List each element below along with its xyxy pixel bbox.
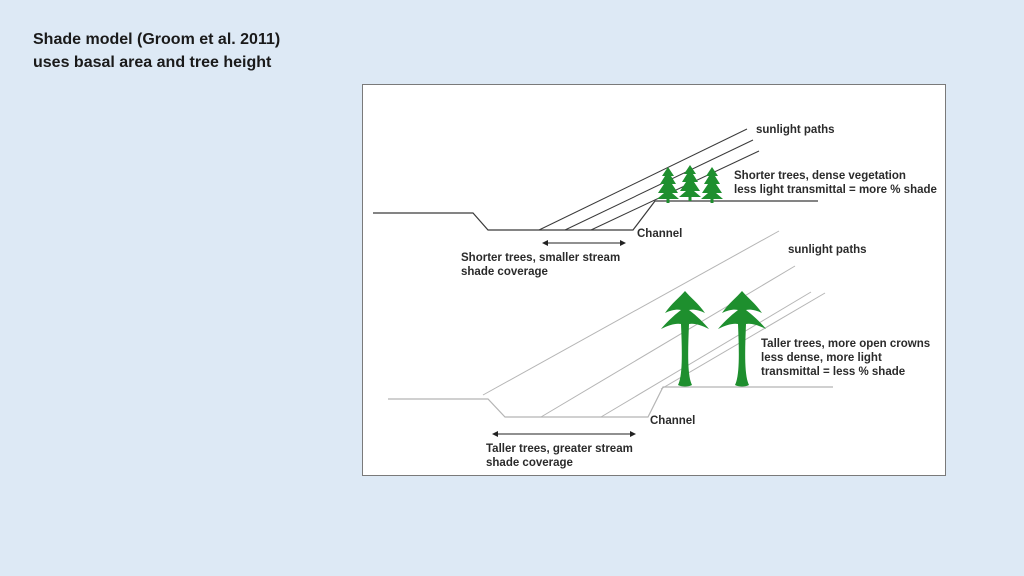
tall-tree-1 [661,291,709,387]
bottom-sunlight-label: sunlight paths [788,244,867,256]
short-tree-3 [701,167,723,203]
top-sunlight-label: sunlight paths [756,124,835,136]
bottom-channel-label: Channel [650,415,696,427]
bottom-coverage-label-2: shade coverage [486,457,573,469]
top-sunlight-path-2 [565,140,753,230]
top-coverage-label-2: shade coverage [461,266,548,278]
short-tree-2 [679,165,701,201]
shade-diagram [363,85,947,477]
shade-model-figure [362,84,946,476]
bottom-terrain-profile [388,387,833,417]
top-vegetation-label-1: Shorter trees, dense vegetation [734,170,906,182]
slide-title-line-1: Shade model (Groom et al. 2011) [33,31,281,48]
slide-title-line-2: uses basal area and tree height [33,54,272,71]
tall-tree-2 [718,291,766,387]
bottom-coverage-label-1: Taller trees, greater stream [486,443,633,455]
bottom-vegetation-label-3: transmittal = less % shade [761,366,906,378]
bottom-vegetation-label-1: Taller trees, more open crowns [761,338,931,350]
short-tree-1 [657,167,679,203]
slide-title [33,28,280,74]
top-channel-label: Channel [637,228,683,240]
bottom-vegetation-label-2: less dense, more light [761,352,882,364]
top-vegetation-label-2: less light transmittal = more % shade [734,184,937,196]
top-coverage-label-1: Shorter trees, smaller stream [461,252,621,264]
